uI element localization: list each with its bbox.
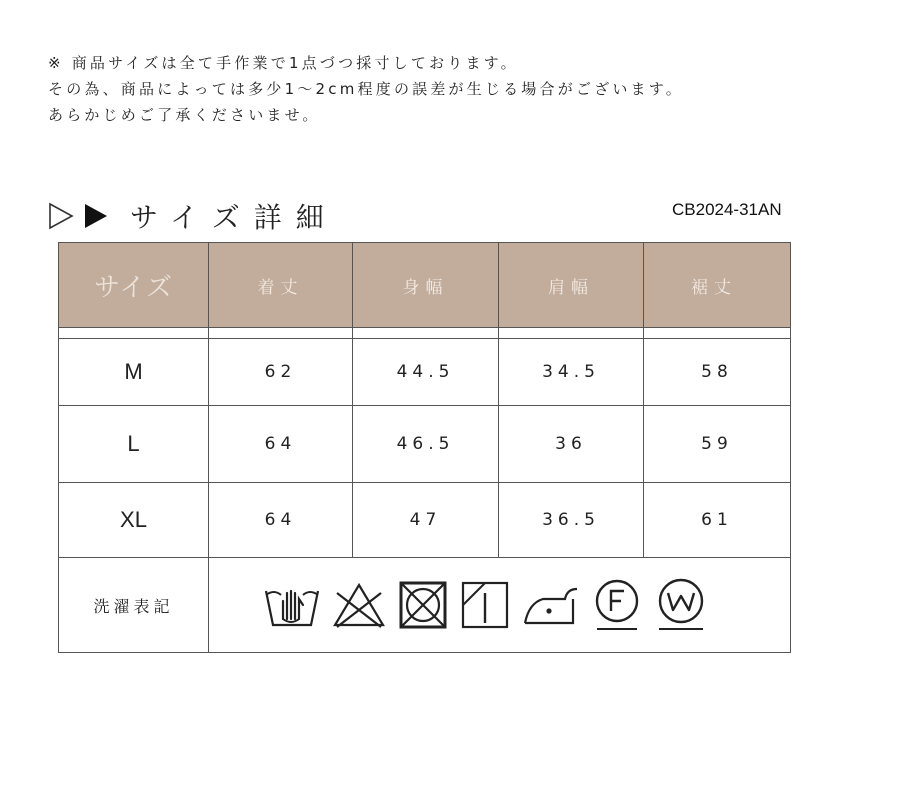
- value-cell: 47: [353, 483, 499, 558]
- value-cell: 36: [499, 406, 644, 483]
- spacer-cell: [59, 328, 209, 339]
- header-hem: 裾丈: [644, 243, 791, 328]
- header-size: サイズ: [59, 243, 209, 328]
- spacer-cell: [644, 328, 791, 339]
- value-cell: 44.5: [353, 339, 499, 406]
- size-table: [58, 242, 791, 653]
- care-label: 洗濯表記: [59, 558, 209, 653]
- care-icons-cell: [209, 558, 791, 653]
- care-row: [59, 558, 791, 653]
- spacer-cell: [353, 328, 499, 339]
- header-spacer: [59, 328, 791, 339]
- no-bleach-icon: [331, 579, 387, 631]
- size-label: L: [59, 406, 209, 483]
- table-header-row: [59, 243, 791, 328]
- hand-wash-icon: [263, 579, 321, 631]
- notice-line-1: ※ 商品サイズは全て手作業で1点づつ採寸しております。: [48, 54, 519, 72]
- product-code: CB2024-31AN: [672, 200, 782, 219]
- care-icons: [209, 577, 790, 633]
- value-cell: 58: [644, 339, 791, 406]
- notice-line-3: あらかじめご了承くださいませ。: [48, 106, 321, 124]
- value-cell: 64: [209, 483, 353, 558]
- spacer-cell: [209, 328, 353, 339]
- value-cell: 46.5: [353, 406, 499, 483]
- line-dry-shade-icon: [459, 579, 511, 631]
- notice-line-2: その為、商品によっては多少1〜2cm程度の誤差が生じる場合がございます。: [48, 80, 684, 98]
- spacer-cell: [499, 328, 644, 339]
- table-row: [59, 406, 791, 483]
- value-cell: 64: [209, 406, 353, 483]
- table-row: [59, 339, 791, 406]
- value-cell: 62: [209, 339, 353, 406]
- size-notice: [48, 50, 684, 128]
- value-cell: 34.5: [499, 339, 644, 406]
- size-label: M: [59, 339, 209, 406]
- value-cell: 61: [644, 483, 791, 558]
- table-row: [59, 483, 791, 558]
- size-label: XL: [59, 483, 209, 558]
- header-width: 身幅: [353, 243, 499, 328]
- dry-clean-f-icon: [591, 577, 643, 633]
- no-tumble-dry-icon: [397, 579, 449, 631]
- triangle-outline-icon: [48, 202, 74, 230]
- header-length: 着丈: [209, 243, 353, 328]
- section-heading: [48, 196, 338, 236]
- header-shoulder: 肩幅: [499, 243, 644, 328]
- triangle-filled-icon: [84, 203, 108, 229]
- iron-low-icon: [521, 579, 581, 631]
- wet-clean-w-icon: [653, 577, 709, 633]
- value-cell: 59: [644, 406, 791, 483]
- value-cell: 36.5: [499, 483, 644, 558]
- section-title: サイズ詳細: [130, 201, 338, 234]
